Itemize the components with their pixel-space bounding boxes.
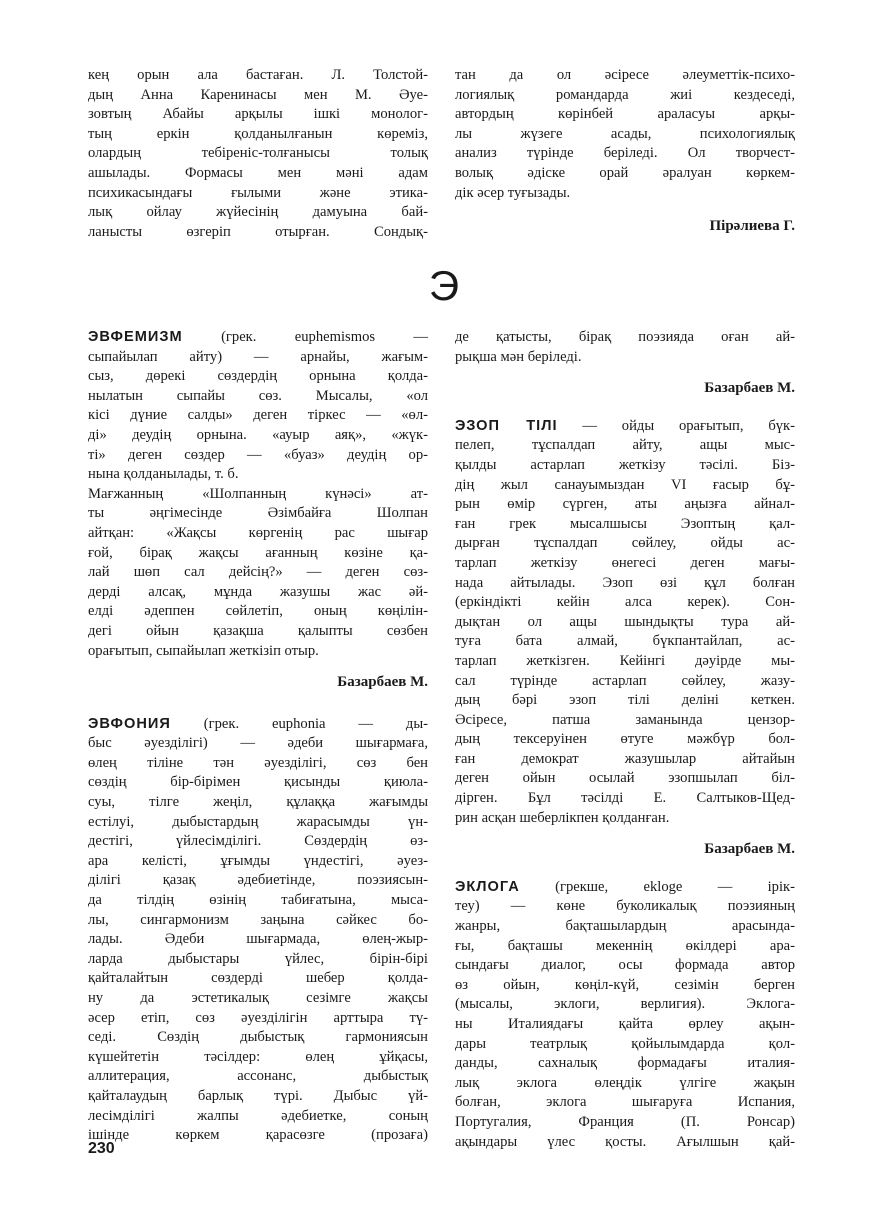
text-line: данды, сахналық формадағы италия-: [455, 1055, 795, 1072]
left-column: [88, 328, 428, 1146]
text-line: ашылады. Формасы мен мәні адам: [88, 164, 428, 181]
text-line: (мысалы, эклоги, верлигия). Эклога-: [455, 996, 795, 1013]
text-line: суы, тілге жеңіл, құлаққа жағымды: [88, 794, 428, 811]
entry-headword: ЭЗОП ТІЛІ: [455, 417, 558, 434]
entry-first-line-text: (грек. euphonia — ды-: [170, 715, 428, 732]
text-line: быс әуезділігі) — әдеби шығармаға,: [88, 735, 428, 752]
text-line: лай шөп сал дейсің?» — деген сөз-: [88, 564, 428, 581]
text-line: аллитерация, ассонанс, дыбыстық: [88, 1068, 428, 1085]
text-line: [455, 417, 795, 437]
text-line: дің жыл санауымыздан VI ғасыр бұ-: [455, 476, 795, 493]
text-line: лық эклога өлеңдік үлгіге жақын: [455, 1074, 795, 1091]
text-line: ған демократ жазушылар айтайын: [455, 750, 795, 767]
text-line: ғы, бақташы мекеннің өкілдері ара-: [455, 937, 795, 954]
entry-headword: ЭВФОНИЯ: [88, 715, 171, 732]
text-line: қайталаудың барлық түрі. Дыбыс үй-: [88, 1087, 428, 1104]
text-line: ара келісті, ұғымды үндестігі, әуез-: [88, 852, 428, 869]
text-line: лады. Әдеби шығармада, өлең-жыр-: [88, 931, 428, 948]
author-signature: Базарбаев М.: [337, 674, 428, 691]
text-line: лық ойлау жүйесінің дамуына бай-: [88, 204, 428, 221]
entry-euphony: [88, 715, 428, 1146]
text-line: психикасындағы ғылыми және этика-: [88, 184, 428, 201]
text-line: дырған тұспалдап сөйлеу, ойды ас-: [455, 535, 795, 552]
text-line: туға бата алмай, бүкпантайлап, ас-: [455, 633, 795, 650]
text-line: дың бәрі эзоп тілі деліні кеткен.: [455, 692, 795, 709]
text-line: седі. Сөздің дыбыстық гармониясын: [88, 1029, 428, 1046]
text-line: дықтан ол ащы шындықты тура ай-: [455, 613, 795, 630]
text-line: де қатысты, бірақ поэзияда оған ай-: [455, 329, 795, 345]
text-line: дерді алсақ, мұнда жазушы жас әй-: [88, 583, 428, 600]
text-line: елді әдеппен сөйлетіп, оның көңілін-: [88, 603, 428, 620]
text-line: айтқан: «Жақсы көргенің рас шығар: [88, 524, 428, 541]
text-line: [455, 878, 795, 898]
text-line: ну да эстетикалық сезімге жақсы: [88, 990, 428, 1006]
entry-headword: ЭКЛОГА: [455, 878, 520, 895]
text-line: ті» деген сөздер — «буаз» деудің ор-: [88, 446, 428, 463]
text-line: естілуі, дыбыстардың жарасымды үн-: [88, 813, 428, 830]
text-line: дік әсер туғызады.: [455, 184, 571, 201]
text-line: Мағжанның «Шолпанның күнәсі» ат-: [88, 485, 428, 502]
text-line: өлең тіліне тән әуезділігі, сөз бен: [88, 754, 428, 771]
text-line: автордың көрінбей араласуы арқы-: [455, 106, 795, 123]
text-line: олардың тебіреніс-толғанысы толық: [88, 145, 428, 162]
text-line: дың тексеруінен өтуге мәжбүр бол-: [455, 731, 795, 748]
text-line: ғой, бірақ жақсы ағанның көзіне қа-: [88, 544, 428, 561]
text-line: сындағы диалог, осы формада автор: [455, 957, 795, 974]
text-line: Португалия, Франция (П. Ронсар): [455, 1113, 795, 1130]
text-line: [88, 715, 428, 735]
text-line: болған, эклога шығаруға Испания,: [455, 1094, 795, 1111]
text-line: зовтың Абайы арқылы ішкі монолог-: [88, 106, 428, 123]
entry-aesop-language: [455, 417, 795, 828]
text-line: лы жүзеге асады, психологиялық: [455, 125, 795, 142]
text-line: кең орын ала бастаған. Л. Толстой-: [88, 67, 428, 83]
text-line: қылды астарлап жеткізу тәсілі. Біз-: [455, 456, 795, 473]
text-line: сыз, дөрекі сөздердің орнына қолда-: [88, 368, 428, 385]
author-signature: Базарбаев М.: [704, 380, 795, 397]
entry-euphemism: [88, 328, 428, 661]
text-line: дары театрлық қойылымдарда қол-: [455, 1035, 795, 1052]
top-left-paragraph: [88, 66, 428, 242]
text-line: орағытып, сыпайылап жеткізіп отыр.: [88, 642, 319, 659]
text-line: ді» деудің орнына. «ауыр аяқ», «жүк-: [88, 426, 428, 443]
text-line: дестігі, үйлесімділігі. Сөздердің өз-: [88, 833, 428, 850]
text-line: ны Италиядағы қайта өрлеу ақын-: [455, 1016, 795, 1032]
text-line: әсер етіп, сөз әуезділігін арттыра тү-: [88, 1009, 428, 1026]
entry-first-line-text: (грекше, ekloge — ірік-: [519, 878, 795, 895]
entry-euphony-continued: [455, 328, 795, 367]
text-line: рин асқан шеберлікпен қолданған.: [455, 809, 670, 826]
text-line: дың Анна Каренинасы мен М. Әуе-: [88, 86, 428, 103]
text-line: нына қолданылады, т. б.: [88, 466, 239, 483]
text-line: дірген. Бұл тәсілді Е. Салтыков-Щед-: [455, 790, 795, 807]
text-line: кісі дүние салды» деген тіркес — «өл-: [88, 407, 428, 424]
text-line: ақындары үлес қосты. Ағылшын қай-: [455, 1133, 795, 1150]
text-line: тарлап жеткізу өнегесі деген мағы-: [455, 554, 795, 571]
text-line: лесімділігі жалпы әдебиетке, соның: [88, 1107, 428, 1124]
entry-first-line-text: — ойды орағытып, бүк-: [557, 417, 795, 434]
text-line: сөздің бір-бірімен қисынды қиюла-: [88, 774, 428, 791]
text-line: сал түрінде астарлап сөйлеу, жазу-: [455, 672, 795, 689]
text-line: логиялық романдарда жиі кездеседі,: [455, 86, 795, 103]
text-line: дегі ойын қазақша қалыпты сөзбен: [88, 622, 428, 639]
text-line: нылатын сыпайы сөз. Мысалы, «ол: [88, 387, 428, 404]
text-line: рын өмір сүрген, аты аңызға айнал-: [455, 496, 795, 513]
text-line: рықша мән беріледі.: [455, 348, 582, 365]
entry-first-line-text: (грек. euphemismos —: [182, 329, 428, 345]
text-line: Әсіресе, патша заманында цензор-: [455, 711, 795, 728]
text-line: ділігі қазақ әдебиетінде, поэзиясын-: [88, 872, 428, 889]
text-line: лы, сингармонизм заңына сәйкес бо-: [88, 911, 428, 928]
top-left-column: [88, 66, 428, 242]
text-line: қайталайтын сөздерді шебер қолда-: [88, 970, 428, 987]
text-line: пелеп, тұспалдап айту, ащы мыс-: [455, 437, 795, 454]
text-line: да тілдің өзінің табиғатына, мыса-: [88, 892, 428, 909]
text-line: деген ойын осылай эзопшылап біл-: [455, 770, 795, 787]
text-line: ланысты өзгеріп отырған. Сондық-: [88, 223, 428, 240]
text-line: тарлап жеткізген. Кейінгі дәуірде мы-: [455, 652, 795, 669]
top-right-column: [455, 66, 795, 237]
text-line: ты әңгімесінде Әзімбайға Шолпан: [88, 505, 428, 522]
text-line: ішінде көркем қарасөзге (прозаға): [88, 1127, 428, 1144]
text-line: анализ түрінде беріледі. Ол творчест-: [455, 145, 795, 162]
text-line: күшейтетін тәсілдер: өлең ұйқасы,: [88, 1048, 428, 1065]
page-number: 230: [88, 1140, 115, 1157]
right-column: [455, 328, 795, 1152]
text-line: өз ойын, көңіл-күй, сезімін берген: [455, 976, 795, 993]
text-line: ған грек мысалшысы Эзоптың қал-: [455, 515, 795, 532]
text-line: теу) — көне буколикалық поэзияның: [455, 898, 795, 915]
text-line: волық әдіске орай әралуан көркем-: [455, 164, 795, 181]
text-line: сыпайылап айту) — арнайы, жағым-: [88, 348, 428, 365]
entry-eclogue: [455, 878, 795, 1152]
author-signature: Пірәлиева Г.: [709, 218, 795, 235]
author-signature: Базарбаев М.: [704, 841, 795, 858]
entry-headword: ЭВФЕМИЗМ: [88, 329, 183, 345]
text-line: нада айтылады. Эзоп өзі құл болған: [455, 574, 795, 591]
text-line: ларда дыбыстары үйлес, бірін-бірі: [88, 950, 428, 967]
text-line: [88, 328, 428, 348]
text-line: тың еркін қолданылғанын көреміз,: [88, 125, 428, 142]
text-line: (еркіндікті кейін алса керек). Сон-: [455, 594, 795, 611]
text-line: жанры, бақташылардың арасында-: [455, 918, 795, 935]
top-right-paragraph: [455, 66, 795, 203]
section-letter: Э: [428, 262, 460, 309]
text-line: тан да ол әсіресе әлеуметтік-психо-: [455, 67, 795, 83]
